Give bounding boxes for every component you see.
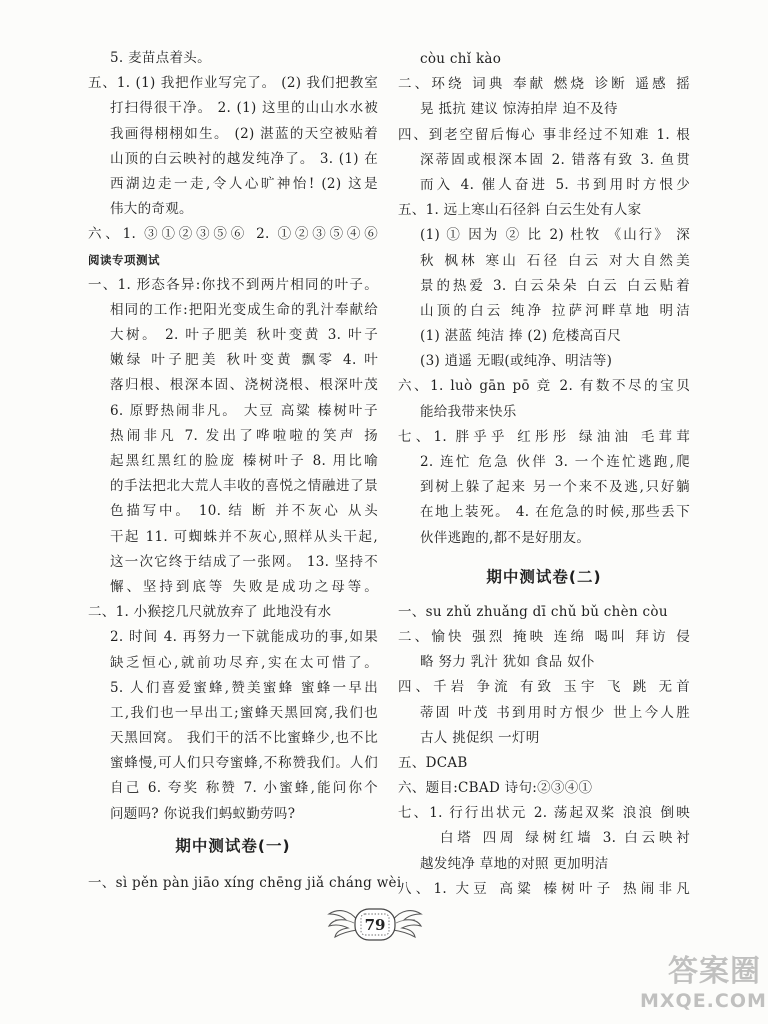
answer-line: 四、千岩 争流 有致 玉宇 飞 跳 无首 <box>398 679 690 696</box>
page-number-badge <box>326 898 424 950</box>
answer-line: 晃 抵抗 建议 惊涛拍岸 迫不及待 <box>420 101 618 118</box>
answer-line: 起黑红黑红的脸庞 榛树叶子 8. 用比喻 <box>110 453 378 469</box>
answer-line: 2. 连忙 危急 伙伴 3. 一个连忙逃跑,爬 <box>420 454 690 470</box>
answer-line: 这一次它终于结成了一张网。 13. 坚持不 <box>110 553 378 570</box>
answer-line: 秋 枫林 寒山 石径 白云 对大自然美 <box>420 252 690 269</box>
answer-line: 2. 时间 4. 再努力一下就能成功的事,如果 <box>110 629 378 646</box>
answer-line: 一、1. 形态各异:你找不到两片相同的叶子。 <box>88 276 378 293</box>
answer-line: 5. 人们喜爱蜜蜂,赞美蜜蜂 蜜蜂一早出 <box>110 679 378 696</box>
section-heading: 期中测试卷(二) <box>486 567 602 586</box>
answer-line: 四、到老空留后悔心 事非经过不知难 1. 根 <box>398 126 690 143</box>
answer-line: 六、1. ③①②③⑤⑥ 2. ①②③⑤④⑥ <box>88 226 378 243</box>
watermark-domain: MXQE.COM <box>640 990 767 1012</box>
answer-line: 干起 11. 可蜘蛛并不灰心,照样从头干起, <box>110 528 378 545</box>
answer-line: 二、愉快 强烈 掩映 连绵 喝叫 拜访 侵 <box>398 628 690 645</box>
answer-line: 白塔 四周 绿树红墙 3. 白云映衬 <box>440 830 690 847</box>
answer-line: 在地上装死。 4. 在危急的时候,那些丢下 <box>420 504 690 521</box>
answer-line: 6. 原野热闹非凡。 大豆 高粱 榛树叶子 <box>110 402 378 419</box>
answer-line: 能给我带来快乐 <box>420 403 517 420</box>
answer-line: 蒂固 叶茂 书到用时方恨少 世上今人胜 <box>420 704 690 721</box>
answer-line: 打扫得很干净。 2. (1) 这里的山山水水被 <box>110 100 378 117</box>
answer-line: 五、1. 远上寒山石径斜 白云生处有人家 <box>398 202 642 219</box>
answer-line: 相同的工作:把阳光变成生命的乳汁奉献给 <box>110 301 378 318</box>
answer-line: 天黑回窝。 我们干的活不比蜜蜂少,也不比 <box>110 730 378 747</box>
answer-line: 山顶的白云 纯净 拉萨河畔草地 明洁 <box>420 302 690 319</box>
answer-line: 七、1. 胖乎乎 红彤彤 绿油油 毛茸茸 <box>398 428 690 445</box>
section-heading: 期中测试卷(一) <box>175 836 291 855</box>
answer-line: 山顶的白云映衬的越发纯净了。 3. (1) 在 <box>110 150 378 167</box>
answer-line: 问题吗? 你说我们蚂蚁勤劳吗? <box>110 805 296 822</box>
answer-line: 一、sì pěn pàn jiāo xíng chēng jiǎ cháng wèi <box>88 874 402 891</box>
answer-line: 略 努力 乳汁 犹如 食品 奴仆 <box>420 654 595 671</box>
answer-line: 大树。 2. 叶子肥美 秋叶变黄 3. 叶子 <box>110 327 378 344</box>
answer-line: 伟大的奇观。 <box>110 201 193 218</box>
answer-line: (3) 逍遥 无暇(或纯净、明洁等) <box>420 353 613 370</box>
answer-line: 工,我们也一早出工;蜜蜂天黑回窝,我们也 <box>110 704 378 721</box>
answer-line: còu chǐ kào <box>420 51 502 67</box>
answer-line: 越发纯净 草地的对照 更加明洁 <box>420 855 609 872</box>
answer-line: 嫩绿 叶子肥美 秋叶变黄 飘零 4. 叶 <box>110 352 378 369</box>
answer-line: 色描写中。 10. 结 断 并不灰心 从头 <box>110 503 378 520</box>
answer-line: 景的热爱 3. 白云朵朵 白云 白云贴着 <box>420 277 690 294</box>
right-column <box>398 47 690 902</box>
answer-line: 伙伴逃跑的,都不是好朋友。 <box>420 529 591 546</box>
answer-line: 古人 挑促织 一灯明 <box>420 729 540 746</box>
answer-line: 的手法把北大荒人丰收的喜悦之情融进了景 <box>110 478 378 495</box>
answer-line: 深蒂固或根深本固 2. 错落有致 3. 鱼贯 <box>420 151 690 168</box>
watermark-brand: 答案圈 <box>668 954 761 989</box>
answer-line: 西湖边走一走,令人心旷神怡! (2) 这是 <box>110 175 378 192</box>
page-number: 79 <box>364 916 386 934</box>
answer-line: 5. 麦苗点着头。 <box>110 50 211 66</box>
answer-line: 二、1. 小猴挖几尺就放弃了 此地没有水 <box>88 604 332 621</box>
answer-line: 五、1. (1) 我把作业写完了。 (2) 我们把教室 <box>88 75 378 92</box>
right-wing-icon <box>393 911 421 937</box>
answer-line: (1) ① 因为 ② 比 2) 杜牧 《山行》 深 <box>420 227 690 244</box>
answer-line: 落归根、根深本固、浇树浇根、根深叶茂 <box>110 377 378 394</box>
answer-line: 八、1. 大豆 高粱 榛树叶子 热闹非凡 <box>398 880 690 897</box>
answer-line: 自己 6. 夸奖 称赞 7. 小蜜蜂,能问你个 <box>110 780 378 797</box>
answer-line: 到树上躲了起来 另一个来不及逃,只好躺 <box>420 479 690 496</box>
answer-line: 一、su zhǔ zhuǎng dī chǔ bǔ chèn còu <box>398 603 668 620</box>
answer-line: 而入 4. 催人奋进 5. 书到用时方恨少 <box>420 176 690 193</box>
answer-line: 五、DCAB <box>398 754 468 771</box>
answer-line: 蜜蜂慢,可人们只夸蜜蜂,不称赞我们。人们 <box>110 755 378 772</box>
answer-line: 缺乏恒心,就前功尽弃,实在太可惜了。 <box>110 654 378 671</box>
answer-line: (1) 湛蓝 纯洁 捧 (2) 危楼高百尺 <box>420 328 622 345</box>
answer-line: 六、1. luò gān pō 竞 2. 有数不尽的宝贝 <box>398 378 690 395</box>
answer-line: 二、环绕 词典 奉献 燃烧 诊断 遥感 摇 <box>398 76 690 93</box>
left-column <box>88 46 402 896</box>
answer-line: 热闹非凡 7. 发出了哗啦啦的笑声 扬 <box>110 427 378 444</box>
answer-line: 我画得栩栩如生。 (2) 湛蓝的天空被贴着 <box>110 125 378 142</box>
answer-line: 懈、坚持到底等 失败是成功之母等。 <box>110 578 378 595</box>
answer-line: 七、1. 行行出状元 2. 荡起双桨 浪浪 倒映 <box>398 805 690 822</box>
answer-line: 六、题目:CBAD 诗句:②③④① <box>398 780 593 797</box>
left-wing-icon <box>329 911 357 937</box>
section-subheading: 阅读专项测试 <box>88 252 160 267</box>
